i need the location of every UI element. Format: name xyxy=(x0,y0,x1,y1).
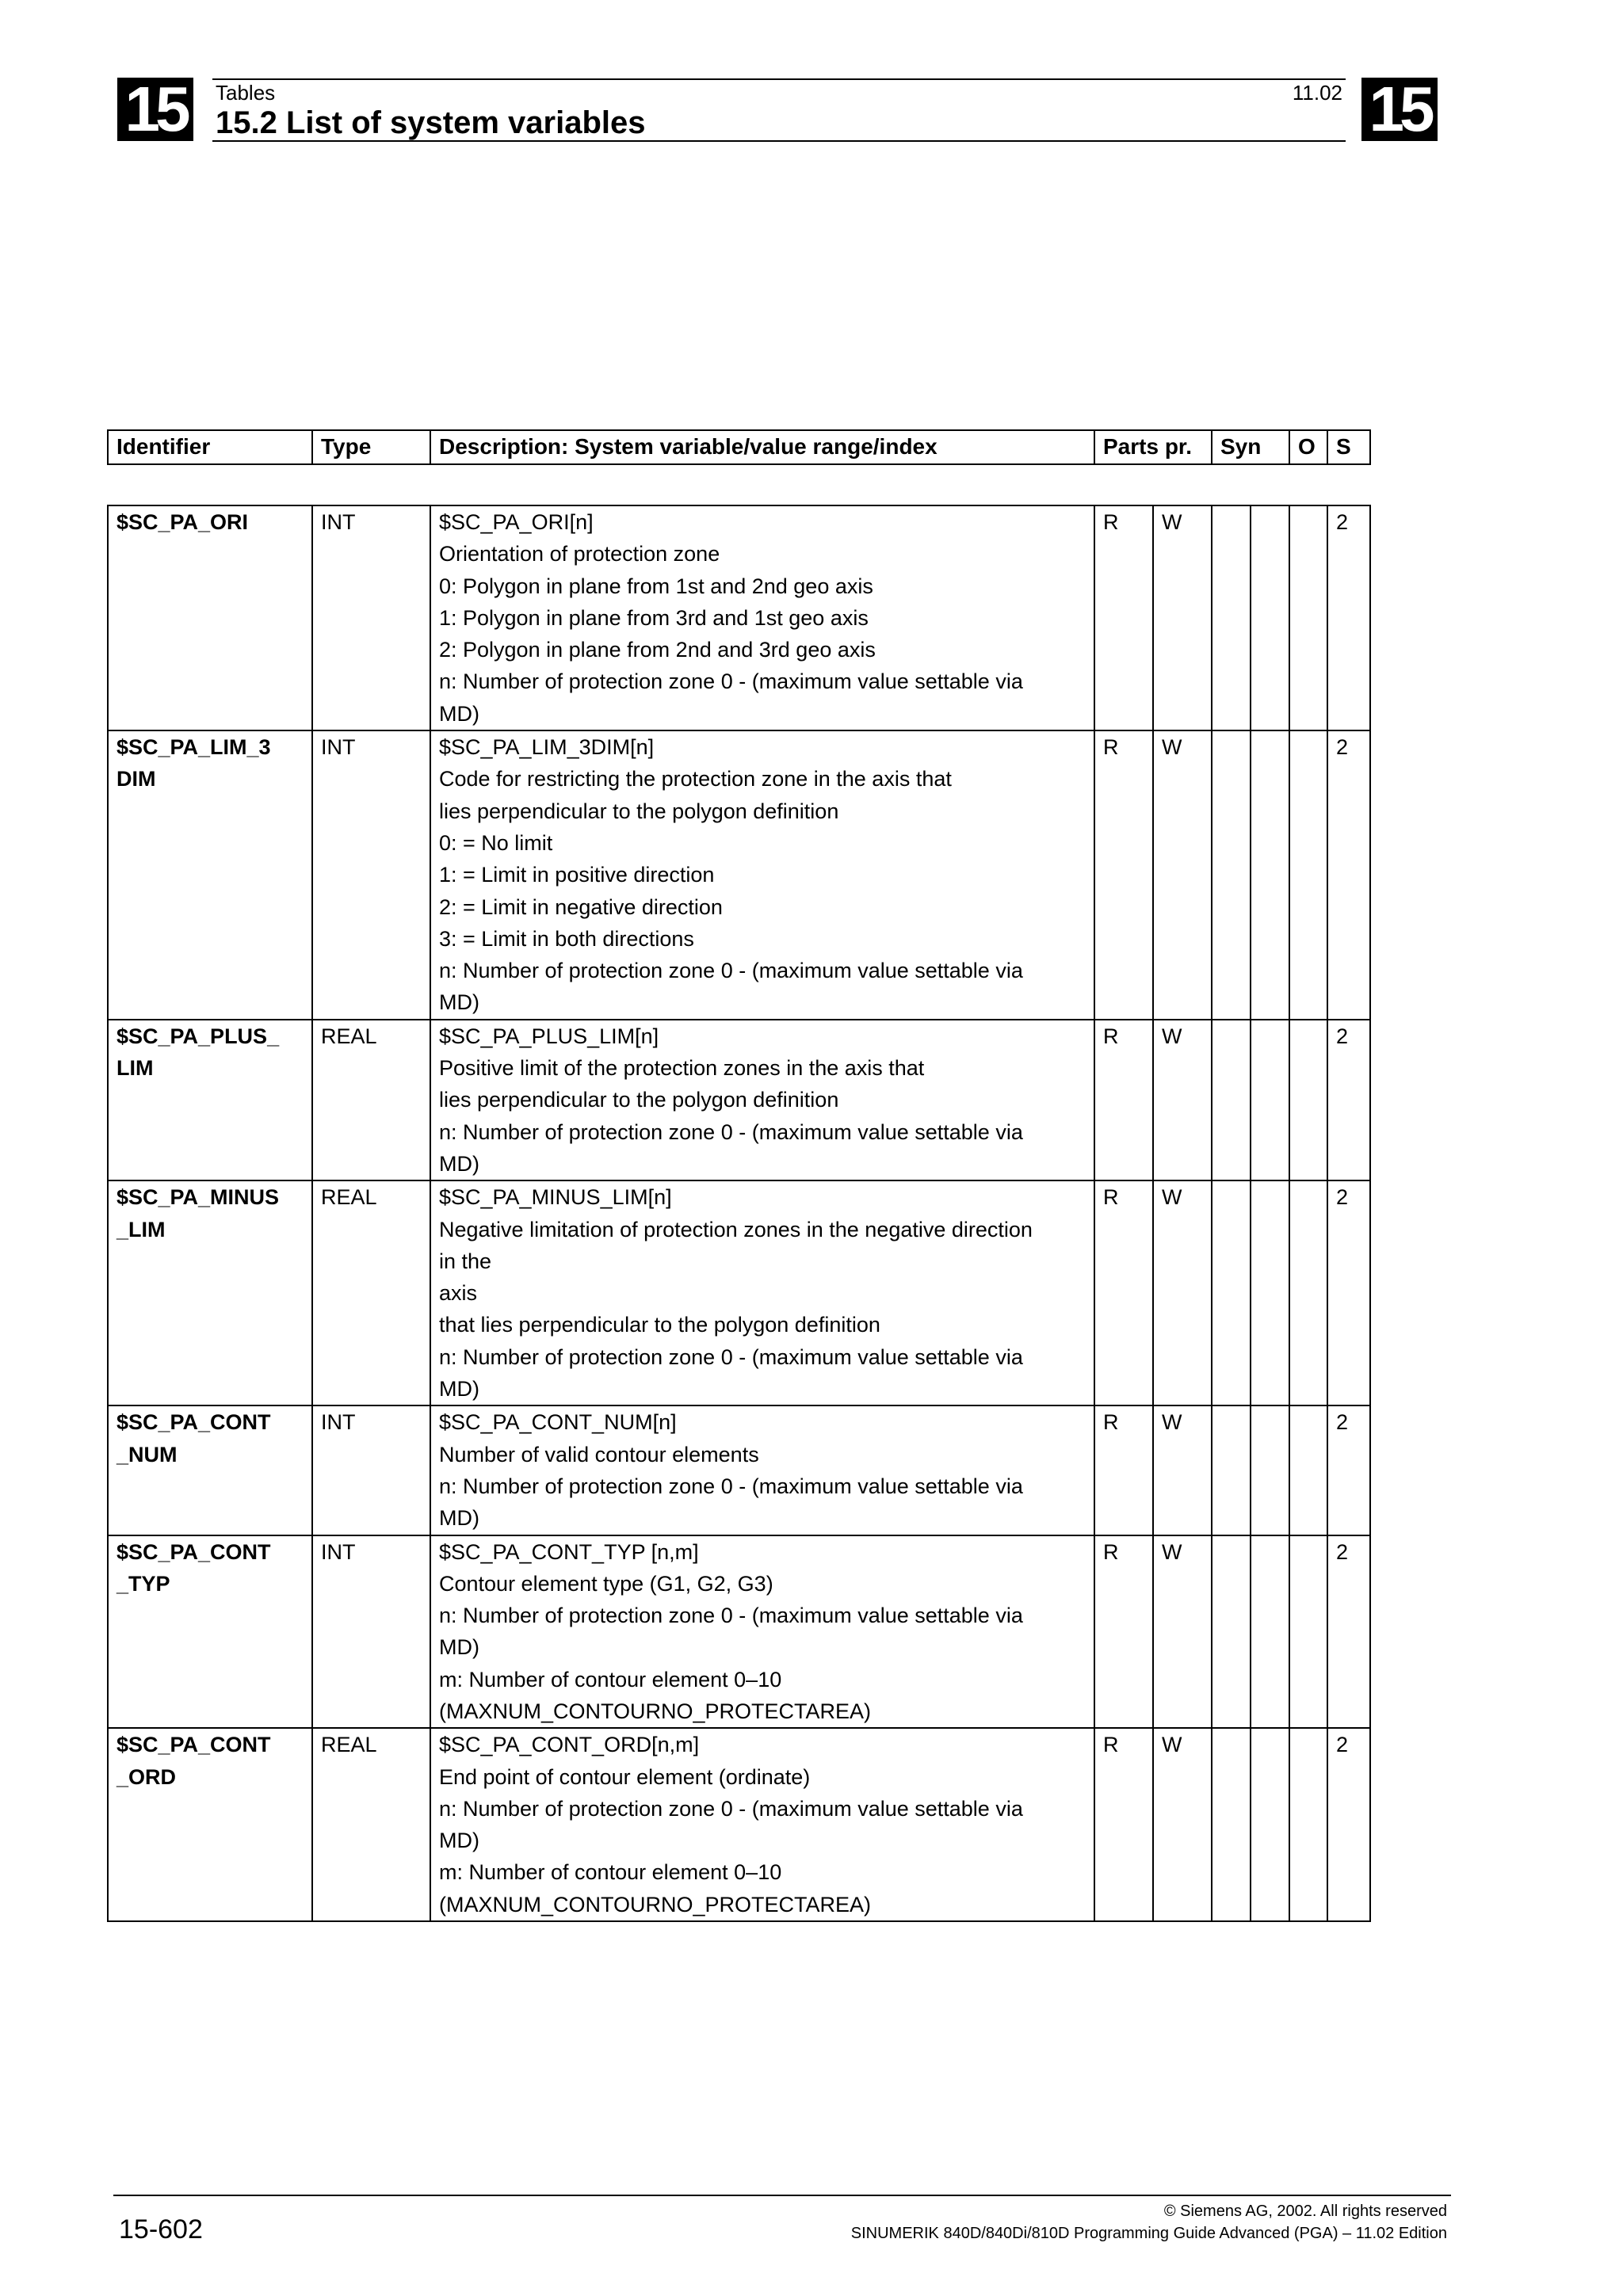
o-cell xyxy=(1289,1728,1327,1921)
description-line: Orientation of protection zone xyxy=(439,542,720,566)
description-line: $SC_PA_LIM_3DIM[n] xyxy=(439,735,655,760)
s-cell: 2 xyxy=(1327,505,1370,730)
description-line: Code for restricting the protection zone in the axis that xyxy=(439,767,952,791)
description-line: n: Number of protection zone 0 - (maximum value settable via xyxy=(439,959,1023,983)
description-line: n: Number of protection zone 0 - (maximum value settable via xyxy=(439,1474,1023,1498)
description-cell xyxy=(430,1405,1094,1535)
s-cell: 2 xyxy=(1327,730,1370,1020)
s-cell: 2 xyxy=(1327,1728,1370,1921)
identifier-cell xyxy=(108,1535,312,1729)
parts-write-cell: W xyxy=(1153,505,1212,730)
parts-write-cell: W xyxy=(1153,730,1212,1020)
table-row xyxy=(108,1405,1370,1535)
description-line: MD) xyxy=(439,1151,479,1176)
syn-cell xyxy=(1212,1020,1251,1180)
identifier-line: $SC_PA_LIM_3 xyxy=(116,735,271,760)
identifier-line: $SC_PA_CONT xyxy=(116,1539,271,1564)
identifier-cell xyxy=(108,730,312,1020)
description-line: 1: = Limit in positive direction xyxy=(439,863,715,887)
syn-cell xyxy=(1251,1405,1289,1535)
description-line: $SC_PA_PLUS_LIM[n] xyxy=(439,1024,659,1048)
type-cell: REAL xyxy=(312,1728,430,1921)
table-row xyxy=(108,1728,1370,1921)
parts-read-cell: R xyxy=(1094,1728,1153,1921)
description-line: 0: Polygon in plane from 1st and 2nd geo axis xyxy=(439,574,873,598)
o-cell xyxy=(1289,1180,1327,1405)
description-line: n: Number of protection zone 0 - (maximum value settable via xyxy=(439,1604,1023,1628)
parts-write-cell: W xyxy=(1153,1728,1212,1921)
identifier-line: $SC_PA_CONT xyxy=(116,1733,271,1757)
description-line: n: Number of protection zone 0 - (maximum value settable via xyxy=(439,1344,1023,1369)
table-row xyxy=(108,730,1370,1020)
description-line: End point of contour element (ordinate) xyxy=(439,1764,811,1789)
identifier-line: $SC_PA_CONT xyxy=(116,1410,271,1435)
description-line: in the xyxy=(439,1249,492,1273)
identifier-line: _NUM xyxy=(116,1442,178,1466)
description-cell xyxy=(430,1535,1094,1729)
description-line: $SC_PA_ORI[n] xyxy=(439,510,594,534)
s-cell: 2 xyxy=(1327,1020,1370,1180)
description-line: axis xyxy=(439,1281,478,1306)
description-line: 2: = Limit in negative direction xyxy=(439,894,723,919)
description-line: MD) xyxy=(439,1635,479,1660)
description-line: $SC_PA_MINUS_LIM[n] xyxy=(439,1185,672,1210)
description-line: 1: Polygon in plane from 3rd and 1st geo axis xyxy=(439,605,869,630)
description-line: MD) xyxy=(439,701,479,726)
description-line: (MAXNUM_CONTOURNO_PROTECTAREA) xyxy=(439,1892,872,1917)
description-cell xyxy=(430,1728,1094,1921)
copyright-notice: © Siemens AG, 2002. All rights reserved xyxy=(1163,2203,1447,2220)
type-cell: INT xyxy=(312,1535,430,1729)
page-number: 15-602 xyxy=(119,2214,203,2245)
identifier-line: _ORD xyxy=(116,1764,177,1789)
system-variables-table xyxy=(107,505,1371,1922)
type-cell: REAL xyxy=(312,1020,430,1180)
description-cell xyxy=(430,505,1094,730)
col-header-parts-pr: Parts pr. xyxy=(1094,430,1212,464)
s-cell: 2 xyxy=(1327,1405,1370,1535)
description-line: MD) xyxy=(439,1506,479,1531)
identifier-cell xyxy=(108,1405,312,1535)
description-cell xyxy=(430,1020,1094,1180)
description-line: 2: Polygon in plane from 2nd and 3rd geo axis xyxy=(439,638,876,662)
table-row xyxy=(108,505,1370,730)
description-line: n: Number of protection zone 0 - (maximum value settable via xyxy=(439,669,1023,694)
description-line: Contour element type (G1, G2, G3) xyxy=(439,1571,773,1596)
identifier-line: $SC_PA_MINUS xyxy=(116,1185,280,1210)
table-row xyxy=(108,1180,1370,1405)
syn-cell xyxy=(1212,1728,1251,1921)
o-cell xyxy=(1289,730,1327,1020)
description-line: lies perpendicular to the polygon definition xyxy=(439,799,839,823)
identifier-cell xyxy=(108,1180,312,1405)
parts-read-cell: R xyxy=(1094,1535,1153,1729)
parts-read-cell: R xyxy=(1094,1405,1153,1535)
description-cell xyxy=(430,730,1094,1020)
header-rule-top xyxy=(212,78,1346,80)
description-cell xyxy=(430,1180,1094,1405)
s-cell: 2 xyxy=(1327,1180,1370,1405)
header-rule-bottom xyxy=(212,140,1346,142)
description-line: $SC_PA_CONT_TYP [n,m] xyxy=(439,1539,699,1564)
description-line: n: Number of protection zone 0 - (maximum value settable via xyxy=(439,1119,1023,1144)
syn-cell xyxy=(1212,1180,1251,1405)
syn-cell xyxy=(1251,730,1289,1020)
description-line: 3: = Limit in both directions xyxy=(439,926,694,951)
s-cell: 2 xyxy=(1327,1535,1370,1729)
parts-read-cell: R xyxy=(1094,1180,1153,1405)
parts-read-cell: R xyxy=(1094,1020,1153,1180)
chapter-number-box-left: 15 xyxy=(117,78,193,141)
type-cell: INT xyxy=(312,505,430,730)
identifier-line: _TYP xyxy=(116,1571,170,1596)
type-cell: REAL xyxy=(312,1180,430,1405)
syn-cell xyxy=(1251,1020,1289,1180)
syn-cell xyxy=(1212,505,1251,730)
o-cell xyxy=(1289,505,1327,730)
identifier-line: $SC_PA_ORI xyxy=(116,510,249,534)
description-line: lies perpendicular to the polygon definition xyxy=(439,1088,839,1112)
parts-write-cell: W xyxy=(1153,1180,1212,1405)
o-cell xyxy=(1289,1535,1327,1729)
syn-cell xyxy=(1251,1728,1289,1921)
identifier-line: $SC_PA_PLUS_ xyxy=(116,1024,280,1048)
parts-write-cell: W xyxy=(1153,1405,1212,1535)
description-line: Positive limit of the protection zones in the axis that xyxy=(439,1056,925,1081)
identifier-line: LIM xyxy=(116,1056,154,1081)
description-line: MD) xyxy=(439,1377,479,1402)
description-line: n: Number of protection zone 0 - (maximum value settable via xyxy=(439,1796,1023,1821)
edition-label: 11.02 xyxy=(1292,81,1342,105)
description-line: Negative limitation of protection zones in the negative direction xyxy=(439,1217,1033,1241)
footer-rule xyxy=(113,2195,1451,2196)
parts-write-cell: W xyxy=(1153,1020,1212,1180)
o-cell xyxy=(1289,1020,1327,1180)
parts-read-cell: R xyxy=(1094,730,1153,1020)
description-line: MD) xyxy=(439,1829,479,1853)
page-title: 15.2 List of system variables xyxy=(216,105,646,140)
syn-cell xyxy=(1212,730,1251,1020)
col-header-s: S xyxy=(1327,430,1370,464)
identifier-cell xyxy=(108,1020,312,1180)
type-cell: INT xyxy=(312,730,430,1020)
description-line: Number of valid contour elements xyxy=(439,1442,759,1466)
chapter-number-box-right: 15 xyxy=(1361,78,1438,141)
col-header-description: Description: System variable/value range/index xyxy=(430,430,1094,464)
description-line: that lies perpendicular to the polygon definition xyxy=(439,1313,880,1337)
identifier-line: DIM xyxy=(116,767,156,791)
o-cell xyxy=(1289,1405,1327,1535)
col-header-o: O xyxy=(1289,430,1327,464)
syn-cell xyxy=(1251,1180,1289,1405)
syn-cell xyxy=(1251,1535,1289,1729)
description-line: m: Number of contour element 0–10 xyxy=(439,1667,782,1691)
column-header-table xyxy=(107,429,1371,465)
document-title-footer: SINUMERIK 840D/840Di/810D Programming Guide Advanced (PGA) – 11.02 Edition xyxy=(850,2225,1447,2242)
description-line: (MAXNUM_CONTOURNO_PROTECTAREA) xyxy=(439,1699,872,1723)
syn-cell xyxy=(1251,505,1289,730)
description-line: 0: = No limit xyxy=(439,830,553,855)
description-line: $SC_PA_CONT_ORD[n,m] xyxy=(439,1733,700,1757)
type-cell: INT xyxy=(312,1405,430,1535)
syn-cell xyxy=(1212,1535,1251,1729)
identifier-line: _LIM xyxy=(116,1217,166,1241)
identifier-cell xyxy=(108,1728,312,1921)
table-row xyxy=(108,1535,1370,1729)
column-header-row xyxy=(108,430,1370,464)
col-header-syn: Syn xyxy=(1212,430,1289,464)
parts-write-cell: W xyxy=(1153,1535,1212,1729)
description-line: $SC_PA_CONT_NUM[n] xyxy=(439,1410,677,1435)
col-header-identifier: Identifier xyxy=(108,430,312,464)
description-line: MD) xyxy=(439,990,479,1015)
table-row xyxy=(108,1020,1370,1180)
table-body xyxy=(108,505,1370,1921)
description-line: m: Number of contour element 0–10 xyxy=(439,1860,782,1885)
section-label: Tables xyxy=(216,81,276,105)
parts-read-cell: R xyxy=(1094,505,1153,730)
col-header-type: Type xyxy=(312,430,430,464)
identifier-cell xyxy=(108,505,312,730)
syn-cell xyxy=(1212,1405,1251,1535)
